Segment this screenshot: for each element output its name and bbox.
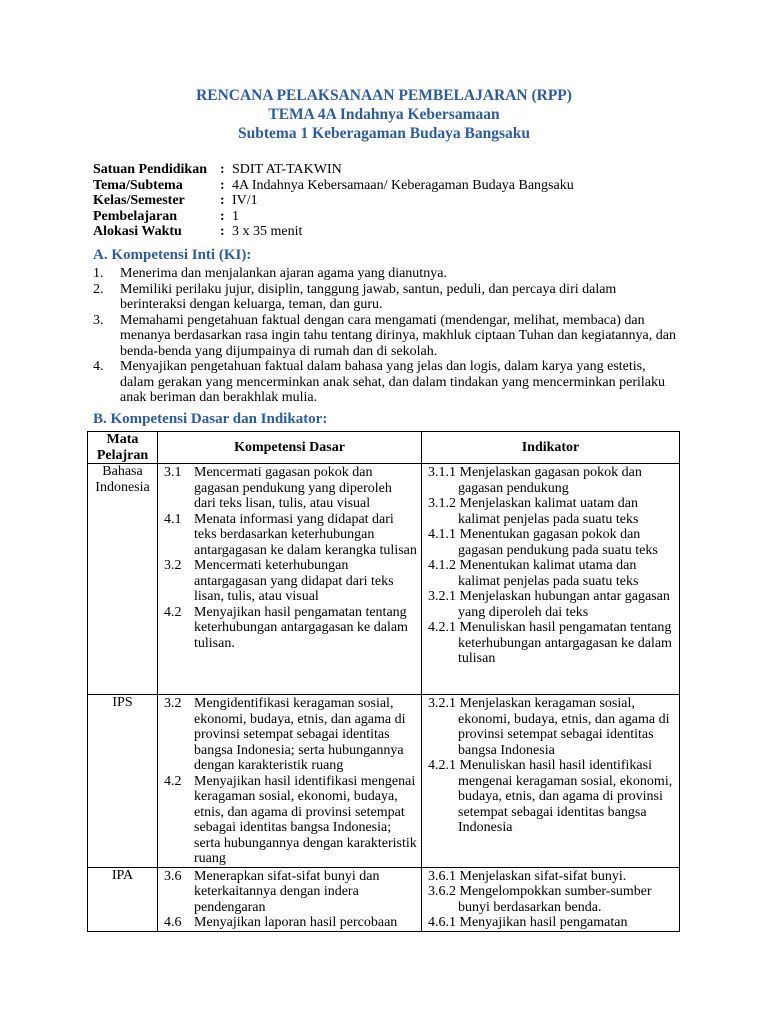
indicator-item: 3.1.1 Menjelaskan gagasan pokok dan gagasan pendukung <box>428 465 642 496</box>
kd-item <box>164 605 417 652</box>
ki-list <box>93 266 683 406</box>
info-key: Satuan Pendidikan <box>93 162 207 177</box>
kd-number: 3.2 <box>164 696 182 711</box>
list-item <box>93 313 683 360</box>
info-colon: : <box>220 224 225 239</box>
subject-cell: IPS <box>88 695 158 868</box>
section-b-heading: B. Kompetensi Dasar dan Indikator: <box>93 411 328 427</box>
kd-text: Mencermati keterhubungan antargagasan yang didapat dari teks lisan, tulis, atau visual <box>194 558 394 604</box>
kd-text: Menyajikan laporan hasil percobaan <box>194 915 398 930</box>
identity-block <box>93 162 574 240</box>
kd-number: 4.1 <box>164 511 182 527</box>
info-colon: : <box>220 162 225 177</box>
ki-text: Menyajikan pengetahuan faktual dalam bahasa yang jelas dan logis, dalam karya yang estetis, dalam gerakan yang mencerminkan anak sehat, dan dalam tindakan yang mencerminkan perilaku anak beriman dan berakhlak mulia. <box>120 359 666 405</box>
kd-item <box>164 512 417 559</box>
kd-text: Mengidentifikasi keragaman sosial, ekonomi, budaya, etnis, dan agama di provinsi setempat sebagai identitas bangsa Indonesia; serta hubungannya dengan karakteristik ruang <box>194 696 406 773</box>
column-header-subject: Mata Pelajran <box>88 432 158 464</box>
indicator-item: 4.1.2 Menentukan kalimat utama dan kalimat penjelas pada suatu teks <box>428 558 639 589</box>
theme-title: TEMA 4A Indahnya Kebersamaan <box>268 106 500 123</box>
indicator-cell <box>422 695 680 868</box>
subject-cell: IPA <box>88 867 158 931</box>
info-row <box>93 209 574 225</box>
column-header-indicator: Indikator <box>422 432 680 464</box>
list-item <box>93 266 683 282</box>
indicator-item: 4.6.1 Menyajikan hasil pengamatan <box>428 915 628 930</box>
info-value: 3 x 35 menit <box>232 224 303 239</box>
indicator-item: 3.6.1 Menjelaskan sifat-sifat bunyi. <box>428 868 627 884</box>
info-row <box>93 193 574 209</box>
table-header-row <box>88 432 680 464</box>
indicator-item: 3.1.2 Menjelaskan kalimat uatam dan kalimat penjelas pada suatu teks <box>428 496 639 527</box>
table-row <box>88 464 680 695</box>
info-key: Tema/Subtema <box>93 177 183 193</box>
info-value: 4A Indahnya Kebersamaan/ Keberagaman Budaya Bangsaku <box>232 177 574 193</box>
info-colon: : <box>220 193 225 208</box>
table-row <box>88 695 680 868</box>
info-row <box>93 162 574 178</box>
kd-text: Menyajikan hasil identifikasi mengenai keragaman sosial, ekonomi, budaya, etnis, dan agama di provinsi setempat sebagai identitas bangsa Indonesia; serta hubungannya dengan karakteristik ruang <box>194 773 417 866</box>
ki-text: Memiliki perilaku jujur, disiplin, tanggung jawab, santun, peduli, dan percaya diri dalam berinteraksi dengan keluarga, teman, dan guru. <box>120 281 617 312</box>
indicator-item: 4.2.1 Menuliskan hasil pengamatan tentang keterhubungan antargagasan ke dalam tulisan <box>428 620 672 666</box>
kd-item <box>164 558 417 605</box>
info-key: Pembelajaran <box>93 208 177 224</box>
list-item <box>93 282 683 313</box>
info-value: IV/1 <box>232 193 258 208</box>
info-row <box>93 178 574 194</box>
info-value: 1 <box>232 208 239 224</box>
subtheme-title: Subtema 1 Keberagaman Budaya Bangsaku <box>238 125 530 142</box>
kd-number: 3.1 <box>164 465 182 480</box>
kd-cell <box>158 695 422 868</box>
indicator-item: 4.1.1 Menentukan gagasan pokok dan gagasan pendukung pada suatu teks <box>428 527 658 558</box>
kd-number: 4.2 <box>164 773 182 789</box>
kd-number: 4.2 <box>164 604 182 620</box>
kd-item <box>164 869 417 916</box>
kd-text: Menerapkan sifat-sifat bunyi dan keterkaitannya dengan indera pendengaran <box>194 868 380 915</box>
table-row <box>88 867 680 931</box>
section-a-heading: A. Kompetensi Inti (KI): <box>93 247 252 263</box>
ki-number: 4. <box>93 359 104 374</box>
info-row <box>93 224 574 240</box>
ki-text: Menerima dan menjalankan ajaran agama yang dianutnya. <box>120 266 447 281</box>
ki-number: 1. <box>93 266 104 281</box>
kd-number: 3.2 <box>164 558 182 573</box>
kd-text: Menyajikan hasil pengamatan tentang keterhubungan antargagasan ke dalam tulisan. <box>194 604 408 651</box>
info-colon: : <box>220 177 225 193</box>
kd-number: 3.6 <box>164 868 182 884</box>
subject-cell: Bahasa Indonesia <box>88 464 158 695</box>
indicator-cell <box>422 867 680 931</box>
ki-text: Memahami pengetahuan faktual dengan cara mengamati (mendengar, melihat, membaca) dan menanya berdasarkan rasa ingin tahu tentang dirinya, makhluk ciptaan Tuhan dan kegiatannya, dan benda-benda yang dijumpainya di rumah dan di sekolah. <box>120 312 676 359</box>
kd-item <box>164 465 417 512</box>
indicator-item: 3.2.1 Menjelaskan keragaman sosial, ekonomi, budaya, etnis, dan agama di provinsi setempat sebagai identitas bangsa Indonesia <box>428 696 670 758</box>
kd-number: 4.6 <box>164 915 182 930</box>
ki-number: 2. <box>93 281 104 297</box>
info-key: Alokasi Waktu <box>93 224 182 239</box>
list-item <box>93 359 683 406</box>
info-key: Kelas/Semester <box>93 193 185 208</box>
kd-item <box>164 915 417 931</box>
indicator-item: 3.6.2 Mengelompokkan sumber-sumber bunyi berdasarkan benda. <box>428 884 652 915</box>
competency-table <box>87 431 680 932</box>
document-title: RENCANA PELAKSANAAN PEMBELAJARAN (RPP) <box>196 87 572 104</box>
kd-item <box>164 774 417 867</box>
kd-text: Mencermati gagasan pokok dan gagasan pendukung yang diperoleh dari teks lisan, tulis, atau visual <box>194 465 392 511</box>
column-header-kd: Kompetensi Dasar <box>158 432 422 464</box>
kd-item <box>164 696 417 774</box>
kd-cell <box>158 464 422 695</box>
ki-number: 3. <box>93 312 104 328</box>
indicator-cell <box>422 464 680 695</box>
info-value: SDIT AT-TAKWIN <box>232 162 342 177</box>
indicator-item: 4.2.1 Menuliskan hasil hasil identifikasi mengenai keragaman sosial, ekonomi, budaya, etnis, dan agama di provinsi setempat sebagai identitas bangsa Indonesia <box>428 758 673 835</box>
info-colon: : <box>220 208 225 224</box>
kd-text: Menata informasi yang didapat dari teks berdasarkan keterhubungan antargagasan ke dalam kerangka tulisan <box>194 511 417 558</box>
indicator-item: 3.2.1 Menjelaskan hubungan antar gagasan yang diperoleh dai teks <box>428 589 670 620</box>
kd-cell <box>158 867 422 931</box>
